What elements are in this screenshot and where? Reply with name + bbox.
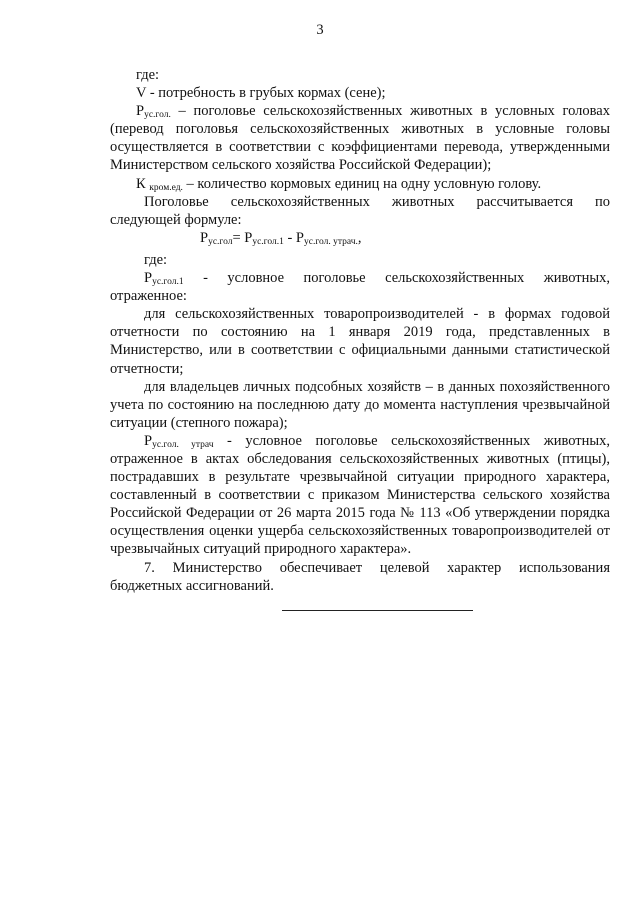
formula-end: , (357, 229, 362, 246)
formula-lhs-sub: ус.гол (208, 236, 233, 247)
p1-definition-line2: отраженное: (110, 288, 187, 305)
document-body (110, 66, 610, 595)
p1-symbol: P (144, 270, 153, 287)
para-owners: для владельцев личных подсобных хозяйств – в данных похозяйственного учета по состоянию на последнюю дату до момента наступления чрезвычайной ситуации (степного пожара); (110, 378, 610, 431)
p-lost-definition-line1 (110, 432, 610, 450)
p-head-text: – поголовье сельскохозяйственных животных в условных головах (перевод поголовья сельскохозяйственных животных в условные головы осуществляется в соответствии с коэффициентами перевода, утвержденными Министерством сельского хозяйства Российской Федерации); (110, 103, 610, 174)
p-lost-text: - условное поголовье сельскохозяйственных животных, (213, 432, 611, 449)
k-definition (110, 175, 610, 193)
where-label-2: где: (144, 251, 168, 268)
closing-rule (282, 610, 473, 611)
para-producers: для сельскохозяйственных товаропроизводителей - в формах годовой отчетности по состоянию на 1 января 2019 года, представленных в Министерство, или в соответствии с официальными данными статистической отчетности; (110, 306, 610, 377)
p1-definition-line1 (110, 269, 610, 287)
p-lost-subscript: ус.гол. утрач (152, 439, 214, 450)
p-subscript: ус.гол. (144, 110, 171, 121)
v-definition: V - потребность в грубых кормах (сене); (136, 85, 386, 102)
formula-intro-line2: следующей формуле: (110, 211, 242, 228)
k-symbol: К (136, 175, 150, 192)
formula-lhs: P (200, 229, 209, 246)
formula-minus: - P (283, 229, 304, 246)
formula-t2-sub: ус.гол. утрач. (303, 236, 358, 247)
where-label-1: где: (136, 67, 160, 83)
p-symbol: P (136, 103, 145, 120)
p1-subscript: ус.гол.1 (152, 277, 184, 288)
k-text: – количество кормовых единиц на одну условную голову. (182, 175, 542, 192)
formula-t1-sub: ус.гол.1 (252, 236, 284, 247)
item-7: 7. Министерство обеспечивает целевой характер использования бюджетных ассигнований. (110, 559, 610, 594)
formula (110, 229, 610, 247)
k-subscript: кром.ед. (149, 182, 183, 193)
p-lost-definition-rest: отраженное в актах обследования сельскохозяйственных животных (птицы), пострадавших в результате чрезвычайной ситуации природного характера, составленный в соответствии с приказом Министерства сельского хозяйства Российской Федерации от 26 марта 2015 года № 113 «Об утверждении порядка осуществления оценки ущерба сельскохозяйственных товаропроизводителей от чрезвычайных ситуаций природного характера». (110, 450, 610, 558)
p-head-definition (110, 102, 610, 174)
formula-intro-line1: Поголовье сельскохозяйственных животных рассчитывается по (144, 193, 610, 210)
p1-text: - условное поголовье сельскохозяйственных животных, (183, 270, 610, 287)
page-number: 3 (316, 22, 324, 38)
p-lost-symbol: P (144, 432, 153, 449)
formula-eq: = P (232, 229, 253, 246)
